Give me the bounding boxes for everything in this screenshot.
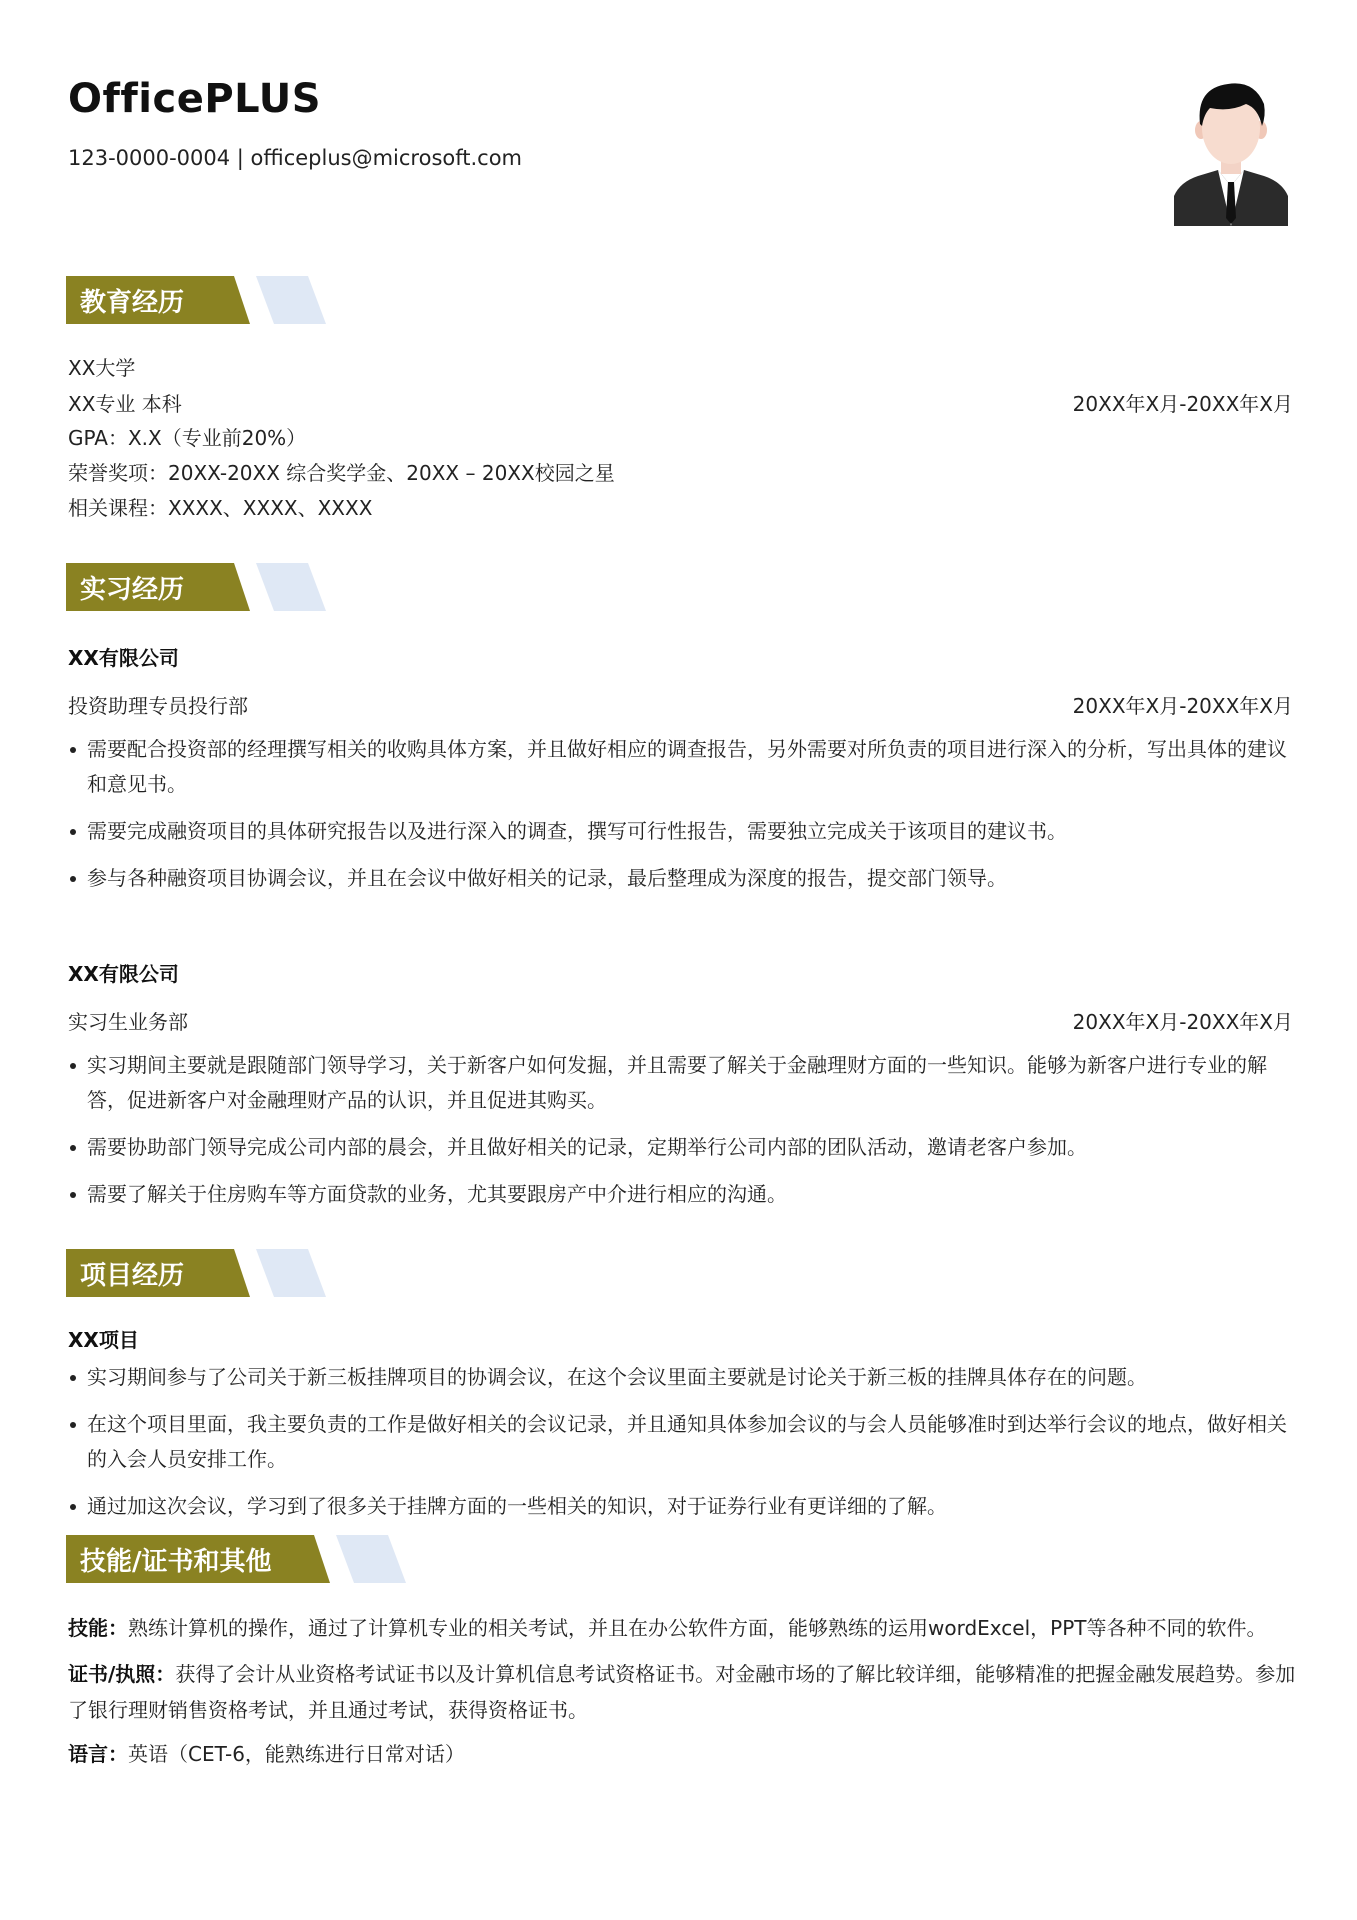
project-bullets (68, 1360, 1290, 1536)
language-text: 英语（CET-6，能熟练进行日常对话） (128, 1742, 465, 1766)
skills-label: 技能： (68, 1616, 128, 1640)
skills-paragraph (68, 1610, 1308, 1646)
list-item: 在这个项目里面，我主要负责的工作是做好相关的会议记录，并且通知具体参加会议的与会人员能够准时到达举行会议的地点，做好相关的入会人员安排工作。 (68, 1407, 1290, 1477)
job-bullets (68, 1048, 1290, 1224)
job-bullets (68, 732, 1290, 908)
job-role: 投资助理专员投行部 (68, 694, 248, 718)
list-item: 需要完成融资项目的具体研究报告以及进行深入的调查，撰写可行性报告，需要独立完成关于该项目的建议书。 (68, 814, 1290, 849)
certificates-paragraph (68, 1656, 1308, 1728)
company-name: XX有限公司 (68, 962, 179, 986)
honors: 荣誉奖项：20XX-20XX 综合奖学金、20XX – 20XX校园之星 (68, 461, 615, 485)
list-item: 需要配合投资部的经理撰写相关的收购具体方案，并且做好相应的调查报告，另外需要对所负责的项目进行深入的分析，写出具体的建议和意见书。 (68, 732, 1290, 802)
list-item: 需要协助部门领导完成公司内部的晨会，并且做好相关的记录，定期举行公司内部的团队活动，邀请老客户参加。 (68, 1130, 1290, 1165)
section-title: 项目经历 (80, 1261, 185, 1291)
list-item: 实习期间参与了公司关于新三板挂牌项目的协调会议，在这个会议里面主要就是讨论关于新三板的挂牌具体存在的问题。 (68, 1360, 1290, 1395)
section-accent-shape (316, 1535, 406, 1583)
certificates-label: 证书/执照： (68, 1662, 176, 1686)
list-item: 需要了解关于住房购车等方面贷款的业务，尤其要跟房产中介进行相应的沟通。 (68, 1177, 1290, 1212)
section-title: 教育经历 (80, 288, 185, 318)
section-title: 实习经历 (80, 575, 185, 605)
section-accent-shape (236, 1249, 326, 1297)
job-date: 20XX年X月-20XX年X月 (1072, 1010, 1293, 1034)
section-accent-shape (236, 276, 326, 324)
courses: 相关课程：XXXX、XXXX、XXXX (68, 496, 373, 520)
job-role: 实习生业务部 (68, 1010, 188, 1034)
language-paragraph (68, 1736, 1308, 1772)
job-date: 20XX年X月-20XX年X月 (1072, 694, 1293, 718)
language-label: 语言： (68, 1742, 128, 1766)
skills-text: 熟练计算机的操作，通过了计算机专业的相关考试，并且在办公软件方面，能够熟练的运用wordExcel，PPT等各种不同的软件。 (128, 1616, 1267, 1640)
certificates-text: 获得了会计从业资格考试证书以及计算机信息考试资格证书。对金融市场的了解比较详细，能够精准的把握金融发展趋势。参加了银行理财销售资格考试，并且通过考试，获得资格证书。 (68, 1662, 1296, 1722)
gpa: GPA：X.X（专业前20%） (68, 426, 307, 450)
list-item: 实习期间主要就是跟随部门领导学习，关于新客户如何发掘，并且需要了解关于金融理财方面的一些知识。能够为新客户进行专业的解答，促进新客户对金融理财产品的认识，并且促进其购买。 (68, 1048, 1290, 1118)
project-name: XX项目 (68, 1328, 139, 1352)
education-date: 20XX年X月-20XX年X月 (1072, 392, 1293, 416)
company-name: XX有限公司 (68, 646, 179, 670)
section-title: 技能/证书和其他 (80, 1547, 272, 1577)
list-item: 参与各种融资项目协调会议，并且在会议中做好相关的记录，最后整理成为深度的报告，提交部门领导。 (68, 861, 1290, 896)
candidate-name: OfficePLUS (68, 76, 322, 122)
contact-info: 123-0000-0004 | officeplus@microsoft.com (68, 146, 523, 170)
list-item: 通过加这次会议，学习到了很多关于挂牌方面的一些相关的知识，对于证券行业有更详细的了解。 (68, 1489, 1290, 1524)
school-name: XX大学 (68, 356, 136, 380)
major-degree: XX专业 本科 (68, 392, 182, 416)
avatar (1174, 78, 1288, 226)
section-accent-shape (236, 563, 326, 611)
